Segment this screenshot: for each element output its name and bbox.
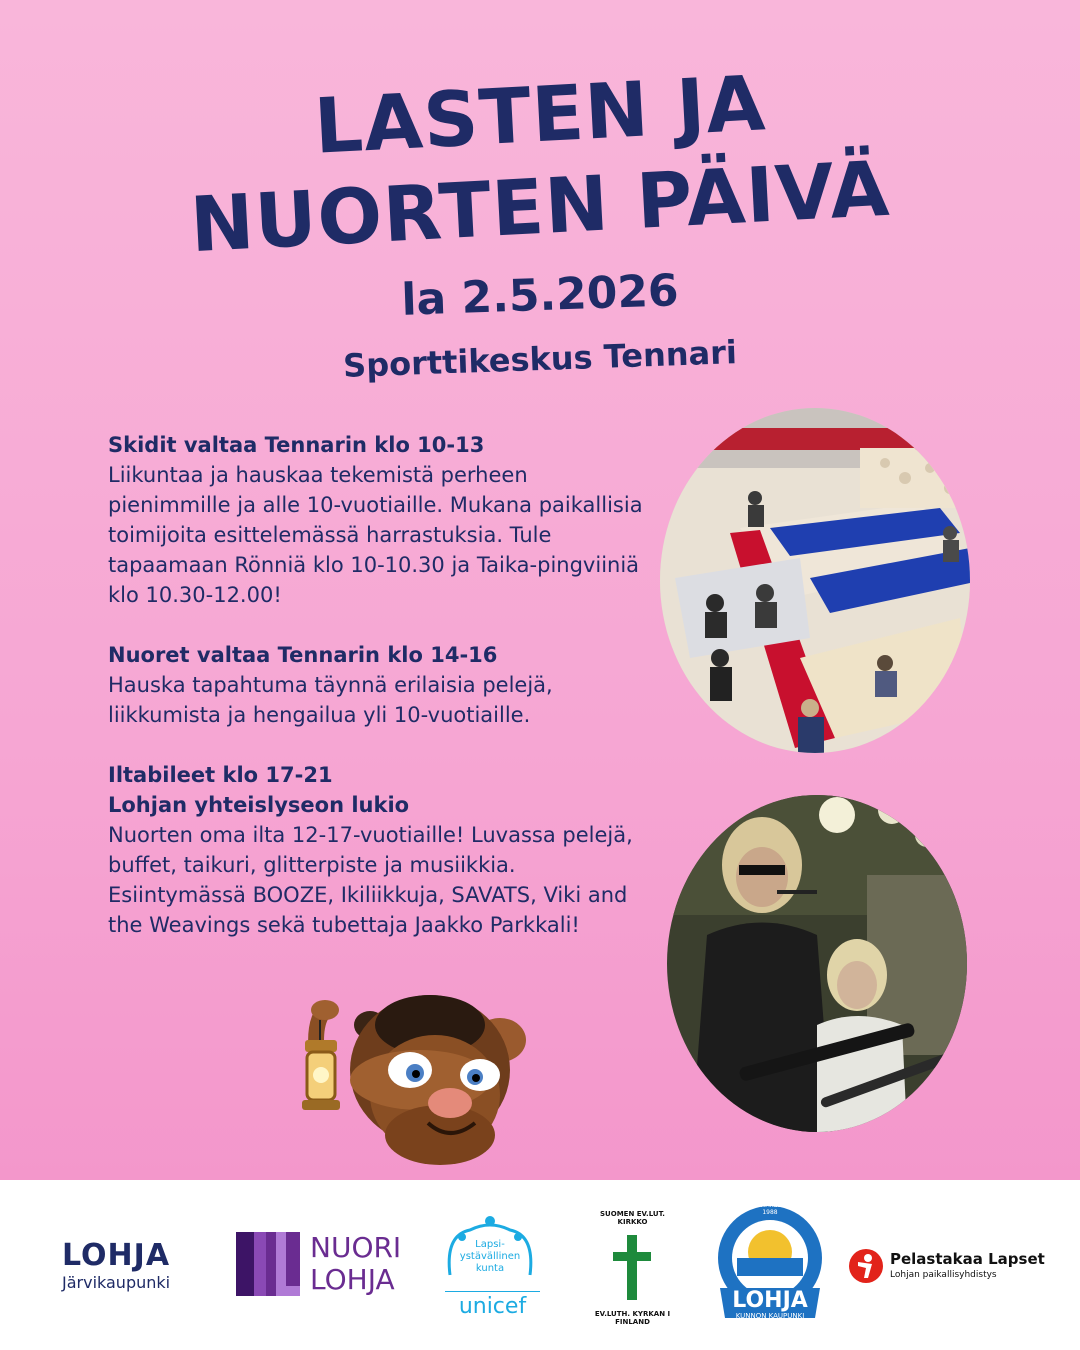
section-kids <box>108 430 648 610</box>
section-youth <box>108 640 648 730</box>
liikunta-name: LOHJA <box>732 1288 808 1313</box>
kirkko-top: SUOMEN EV.LUT. KIRKKO <box>600 1210 665 1226</box>
section-evening <box>108 760 648 940</box>
logo-unicef-lapsiystavallinen <box>440 1215 540 1325</box>
unicef-line2: ystävällinen <box>459 1251 521 1262</box>
liikunta-ring: LOHJAN LIIKUNTAKESKUS OY • EST 1988 <box>718 1202 822 1216</box>
title-line-1: LASTEN JA <box>312 58 768 171</box>
unicef-brand: unicef <box>445 1291 540 1319</box>
event-venue: Sporttikeskus Tennari <box>342 333 738 385</box>
logo-lohja-jarvikaupunki <box>62 1238 202 1292</box>
section-subheading: Lohjan yhteislyseon lukio <box>108 793 410 817</box>
unicef-line3: kunta <box>475 1263 505 1274</box>
band-photo <box>667 795 967 1132</box>
logo-lohja-sub: Järvikaupunki <box>62 1273 171 1292</box>
logo-nuori-line1: NUORI <box>310 1231 402 1264</box>
title-line-2: NUORTEN PÄIVÄ <box>188 143 892 270</box>
pelastakaa-figure-icon <box>848 1248 884 1284</box>
mascot <box>290 985 530 1180</box>
section-heading: Iltabileet klo 17-21 <box>108 763 333 787</box>
event-date: la 2.5.2026 <box>400 265 680 326</box>
unicef-line1: Lapsi- <box>475 1239 505 1250</box>
gym-photo <box>660 408 970 753</box>
logo-pelastakaa-lapset <box>848 1248 1048 1288</box>
program-text <box>108 430 648 970</box>
pelastakaa-sub: Lohjan paikallisyhdistys <box>890 1270 997 1280</box>
kirkko-bottom: EV.LUTH. KYRKAN I FINLAND <box>594 1310 671 1326</box>
logo-nuori-line2: LOHJA <box>310 1263 395 1296</box>
section-body: Nuorten oma ilta 12-17-vuotiaille! Luvassa pelejä, buffet, taikuri, glitterpiste ja musiikkia. Esiintymässä BOOZE, Ikiliikkuja, SAVATS, Viki and the Weavings sekä tubettaja Jaakko Parkkali! <box>108 823 633 937</box>
cross-icon <box>585 1210 680 1325</box>
section-body: Hauska tapahtuma täynnä erilaisia pelejä, liikkumista ja hengailua yli 10-vuotiaille. <box>108 673 553 727</box>
liikunta-sub: KUNNON KAUPUNKI <box>735 1312 805 1320</box>
logo-nuori-lohja <box>236 1232 416 1298</box>
sponsor-footer <box>0 1180 1080 1350</box>
logo-evl-kirkko <box>585 1210 680 1325</box>
section-heading: Nuoret valtaa Tennarin klo 14-16 <box>108 643 498 667</box>
section-body: Liikuntaa ja hauskaa tekemistä perheen pienimmille ja alle 10-vuotiaille. Mukana paikallisia toimijoita esittelemässä harrastuksia. Tule tapaamaan Rönniä klo 10-10.30 ja Taika-pingviiniä klo 10.30-12.00! <box>108 463 643 607</box>
logo-lohja-name: LOHJA <box>62 1238 171 1273</box>
nl-mark-icon <box>236 1232 300 1296</box>
section-heading: Skidit valtaa Tennarin klo 10-13 <box>108 433 485 457</box>
logo-lohjan-liikuntakeskus <box>715 1200 825 1330</box>
pelastakaa-name: Pelastakaa Lapset <box>890 1250 1045 1268</box>
